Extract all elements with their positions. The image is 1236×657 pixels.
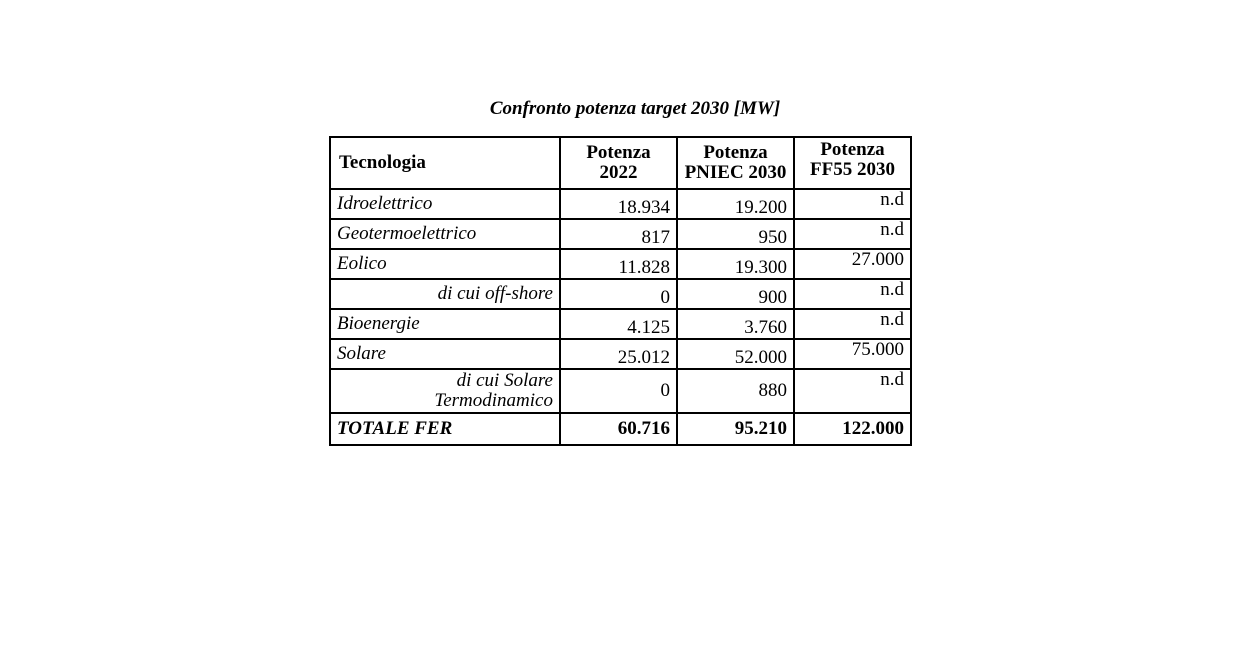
table-row — [330, 219, 911, 249]
cell-totale-ff55: 122.000 — [794, 413, 911, 445]
table-row — [330, 249, 911, 279]
power-comparison-table — [329, 136, 912, 446]
header-tecnologia: Tecnologia — [330, 137, 560, 189]
header-potenza-ff55-2030 — [794, 137, 911, 189]
header-pniec-line2: PNIEC 2030 — [684, 162, 787, 183]
cell-potenza-2022: 25.012 — [560, 339, 677, 369]
cell-totale-label: TOTALE FER — [330, 413, 560, 445]
cell-potenza-pniec: 19.300 — [677, 249, 794, 279]
cell-potenza-pniec: 950 — [677, 219, 794, 249]
table-row — [330, 369, 911, 413]
cell-potenza-ff55: 27.000 — [794, 249, 911, 279]
cell-potenza-2022: 0 — [560, 369, 677, 413]
cell-tecnologia: Idroelettrico — [330, 189, 560, 219]
cell-tecnologia: Geotermoelettrico — [330, 219, 560, 249]
cell-tecnologia — [330, 369, 560, 413]
table-row — [330, 339, 911, 369]
cell-potenza-ff55: 75.000 — [794, 339, 911, 369]
cell-potenza-ff55: n.d — [794, 309, 911, 339]
cell-potenza-ff55: n.d — [794, 369, 911, 413]
table-row — [330, 309, 911, 339]
cell-potenza-ff55: n.d — [794, 189, 911, 219]
cell-tecnologia: di cui off-shore — [330, 279, 560, 309]
header-row — [330, 137, 911, 189]
header-ff55-line1: Potenza — [820, 139, 885, 160]
header-pniec-line1: Potenza — [703, 142, 768, 163]
cell-potenza-ff55: n.d — [794, 279, 911, 309]
cell-potenza-2022: 4.125 — [560, 309, 677, 339]
cell-tecnologia: Eolico — [330, 249, 560, 279]
table-row — [330, 189, 911, 219]
cell-potenza-pniec: 52.000 — [677, 339, 794, 369]
header-potenza-2022-line2: 2022 — [599, 162, 638, 183]
cell-potenza-2022: 11.828 — [560, 249, 677, 279]
cell-potenza-2022: 0 — [560, 279, 677, 309]
cell-tecnologia-line2: Termodinamico — [434, 390, 553, 411]
header-potenza-2022-line1: Potenza — [586, 142, 651, 163]
cell-totale-pniec: 95.210 — [677, 413, 794, 445]
total-row — [330, 413, 911, 445]
cell-tecnologia: Solare — [330, 339, 560, 369]
cell-potenza-ff55: n.d — [794, 219, 911, 249]
table-row — [330, 279, 911, 309]
cell-potenza-pniec: 880 — [677, 369, 794, 413]
cell-tecnologia-line1: di cui Solare — [456, 370, 553, 391]
cell-potenza-2022: 18.934 — [560, 189, 677, 219]
table-caption: Confronto potenza target 2030 [MW] — [489, 98, 781, 119]
cell-potenza-2022: 817 — [560, 219, 677, 249]
header-potenza-2022 — [560, 137, 677, 189]
cell-potenza-pniec: 3.760 — [677, 309, 794, 339]
cell-potenza-pniec: 900 — [677, 279, 794, 309]
cell-tecnologia: Bioenergie — [330, 309, 560, 339]
cell-totale-2022: 60.716 — [560, 413, 677, 445]
header-potenza-pniec-2030 — [677, 137, 794, 189]
cell-potenza-pniec: 19.200 — [677, 189, 794, 219]
header-ff55-line2: FF55 2030 — [810, 159, 895, 180]
